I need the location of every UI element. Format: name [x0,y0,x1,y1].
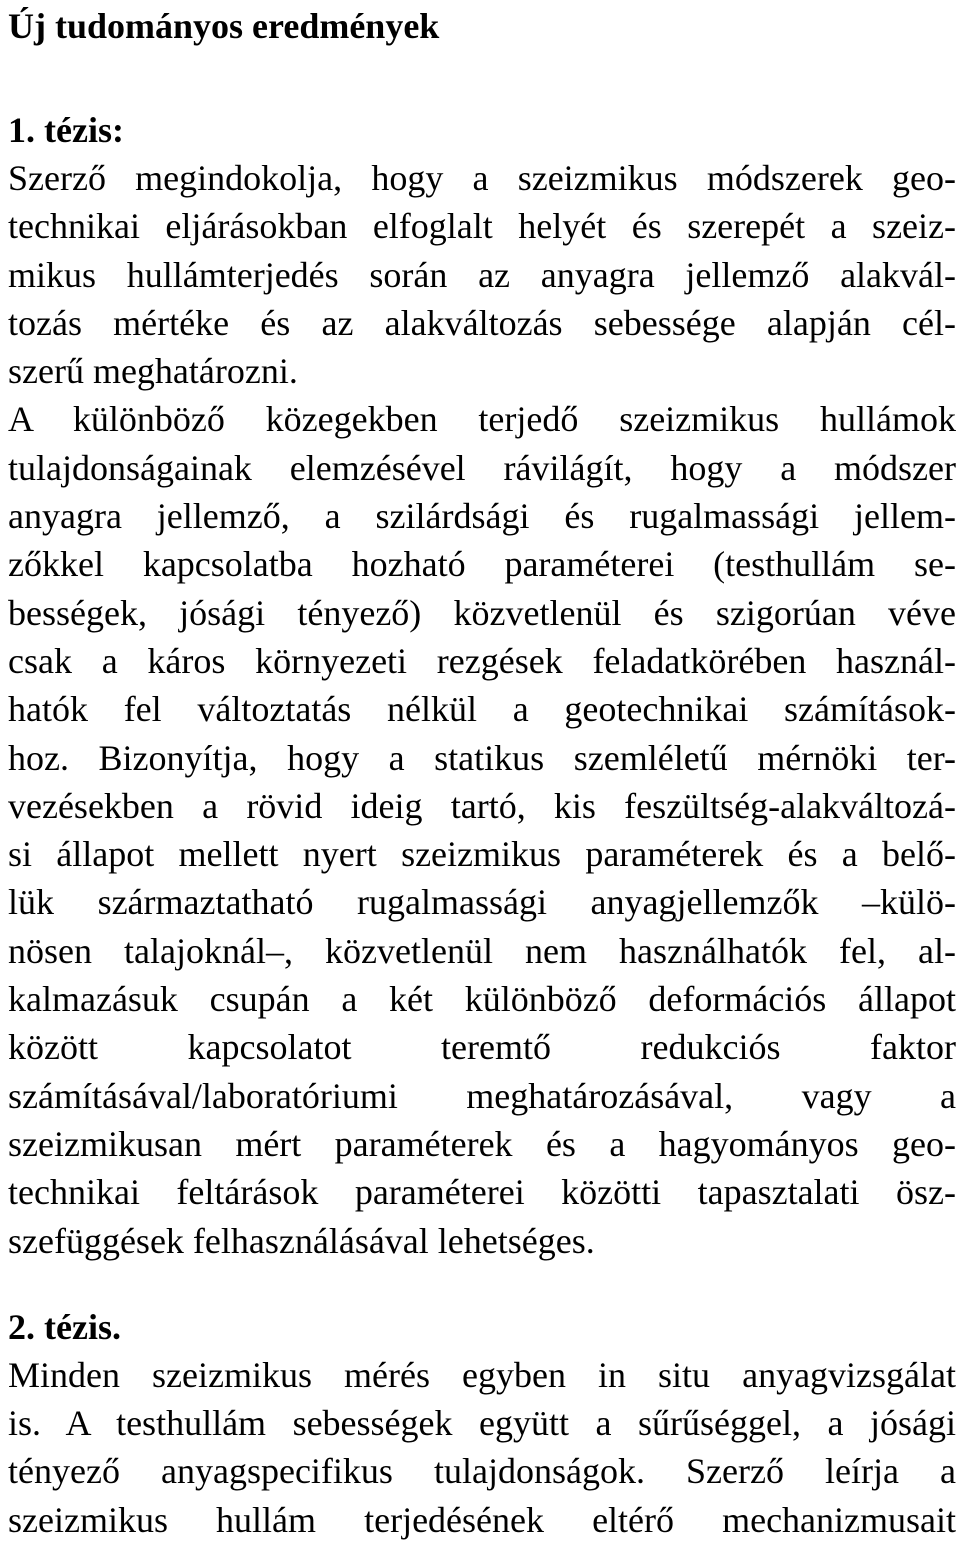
thesis-1-title: 1. tézis: [8,110,124,150]
thesis-1-line-8: anyagra jellemző, a szilárdsági és rugalmassági jellem- [8,496,956,537]
thesis-1-line-1: Szerző megindokolja, hogy a szeizmikus módszerek geo- [8,158,956,198]
thesis-1-line-2: technikai eljárásokban elfoglalt helyét és szerepét a szeiz- [8,206,956,247]
page-title: Új tudományos eredmények [8,6,440,46]
thesis-1-line-22: technikai feltárások paraméterei közötti tapasztalati ösz- [8,1172,956,1213]
thesis-1-line-3: mikus hullámterjedés során az anyagra jellemző alakvál- [8,254,956,295]
thesis-1-line-21: szeizmikusan mért paraméterek és a hagyományos geo- [8,1123,956,1164]
thesis-2-title: 2. tézis. [8,1306,121,1347]
thesis-1-line-17: nösen talajoknál–, közvetlenül nem használhatók fel, al- [8,930,956,971]
thesis-1-line-7: tulajdonságainak elemzésével rávilágít, hogy a módszer [8,447,956,488]
thesis-1-line-23: szefüggések felhasználásával lehetséges. [8,1220,595,1261]
thesis-1-line-4: tozás mértéke és az alakváltozás sebessége alapján cél- [8,302,956,343]
thesis-1-line-15: si állapot mellett nyert szeizmikus paraméterek és a belő- [8,834,956,875]
thesis-1-line-18: kalmazásuk csupán a két különböző deformációs állapot [8,979,956,1020]
spacer [8,50,956,106]
document-page [8,0,956,1544]
thesis-2-line-2: is. A testhullám sebességek együtt a sűrűséggel, a jósági [8,1403,956,1444]
thesis-1-line-5: szerű meghatározni. [8,351,298,392]
thesis-1-line-12: hatók fel változtatás nélkül a geotechnikai számítások- [8,689,956,730]
thesis-1-line-19: között kapcsolatot teremtő redukciós faktor [8,1027,956,1068]
thesis-1-line-20: számításával/laboratóriumi meghatározásával, vagy a [8,1075,956,1116]
thesis-2-line-3: tényező anyagspecifikus tulajdonságok. Szerző leírja a [8,1451,956,1492]
thesis-2-line-1: Minden szeizmikus mérés egyben in situ anyagvizsgálat [8,1354,956,1395]
thesis-1 [8,106,956,1265]
thesis-1-line-16: lük származtatható rugalmassági anyagjellemzők –külö- [8,882,956,923]
thesis-1-line-6: A különböző közegekben terjedő szeizmikus hullámok [8,399,956,440]
thesis-2-line-4: szeizmikus hullám terjedésének eltérő mechanizmusait [8,1499,956,1540]
thesis-1-line-11: csak a káros környezeti rezgések feladatkörében használ- [8,640,956,681]
spacer [8,1265,956,1303]
thesis-1-line-10: bességek, jósági tényező) közvetlenül és szigorúan véve [8,592,956,633]
thesis-2 [8,1303,956,1544]
thesis-1-line-13: hoz. Bizonyítja, hogy a statikus szemléletű mérnöki ter- [8,737,956,778]
thesis-1-line-14: vezésekben a rövid ideig tartó, kis feszültség-alakváltozá- [8,785,956,826]
thesis-1-line-9: zőkkel kapcsolatba hozható paraméterei (testhullám se- [8,544,956,585]
